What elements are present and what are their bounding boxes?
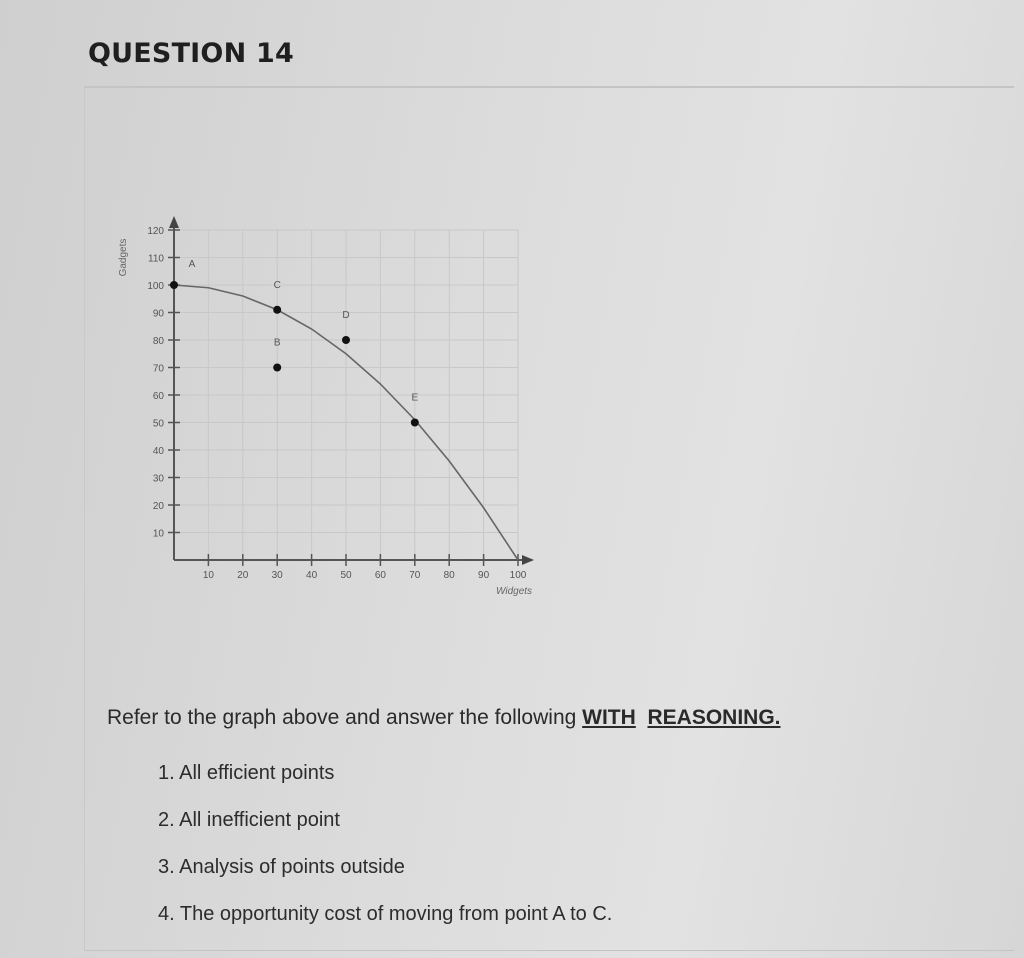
question-item: 4. The opportunity cost of moving from point A to C. bbox=[158, 903, 613, 925]
x-tick-label: 60 bbox=[374, 570, 386, 581]
y-tick-label: 100 bbox=[147, 281, 164, 292]
y-tick-label: 60 bbox=[152, 391, 164, 402]
y-tick-label: 80 bbox=[152, 336, 164, 347]
x-tick-label: 50 bbox=[340, 570, 352, 581]
instruction-text bbox=[107, 706, 781, 730]
y-tick-label: 20 bbox=[152, 501, 164, 512]
instruction-main: Refer to the graph above and answer the following bbox=[107, 706, 577, 729]
instruction-emphasis-with: WITH bbox=[582, 706, 636, 729]
point-c bbox=[273, 306, 281, 314]
header-divider bbox=[84, 86, 1014, 88]
point-label-c: C bbox=[273, 279, 281, 291]
x-axis-arrow bbox=[522, 555, 534, 565]
y-tick-label: 70 bbox=[152, 363, 164, 375]
x-tick-label: 80 bbox=[443, 570, 455, 581]
x-tick-label: 100 bbox=[509, 570, 527, 581]
y-tick-label: 50 bbox=[152, 418, 164, 430]
x-tick-label: 40 bbox=[306, 570, 318, 581]
point-label-d: D bbox=[342, 310, 350, 321]
question-item: 1. All efficient points bbox=[158, 762, 335, 784]
y-axis-title: Gadgets bbox=[118, 238, 129, 277]
x-tick-label: 20 bbox=[237, 570, 249, 581]
x-tick-label: 30 bbox=[271, 570, 283, 581]
y-tick-label: 10 bbox=[152, 528, 164, 540]
x-tick-label: 70 bbox=[409, 570, 421, 581]
x-axis-title: Widgets bbox=[496, 586, 533, 597]
y-tick-label: 90 bbox=[152, 308, 164, 320]
x-tick-label: 90 bbox=[478, 570, 490, 581]
y-axis-arrow bbox=[169, 216, 179, 228]
ppf-chart bbox=[110, 200, 550, 620]
question-item: 2. All inefficient point bbox=[158, 809, 340, 831]
point-e bbox=[411, 419, 419, 427]
question-list bbox=[158, 758, 612, 946]
point-b bbox=[273, 364, 281, 372]
point-label-b: B bbox=[273, 337, 281, 349]
y-tick-label: 40 bbox=[152, 446, 164, 457]
ppf-chart-svg bbox=[110, 200, 550, 620]
point-d bbox=[342, 336, 350, 344]
y-tick-label: 110 bbox=[148, 253, 164, 265]
question-title: QUESTION 14 bbox=[88, 38, 294, 69]
x-tick-label: 10 bbox=[202, 570, 214, 581]
content-border-left bbox=[84, 86, 85, 950]
y-tick-label: 120 bbox=[147, 226, 164, 237]
content-border-bottom bbox=[84, 950, 1014, 951]
point-label-e: E bbox=[411, 392, 419, 404]
point-a bbox=[170, 281, 178, 289]
y-tick-label: 30 bbox=[152, 473, 164, 485]
instruction-emphasis-reasoning: REASONING. bbox=[647, 706, 781, 729]
question-item: 3. Analysis of points outside bbox=[158, 856, 405, 878]
point-label-a: A bbox=[188, 259, 196, 270]
